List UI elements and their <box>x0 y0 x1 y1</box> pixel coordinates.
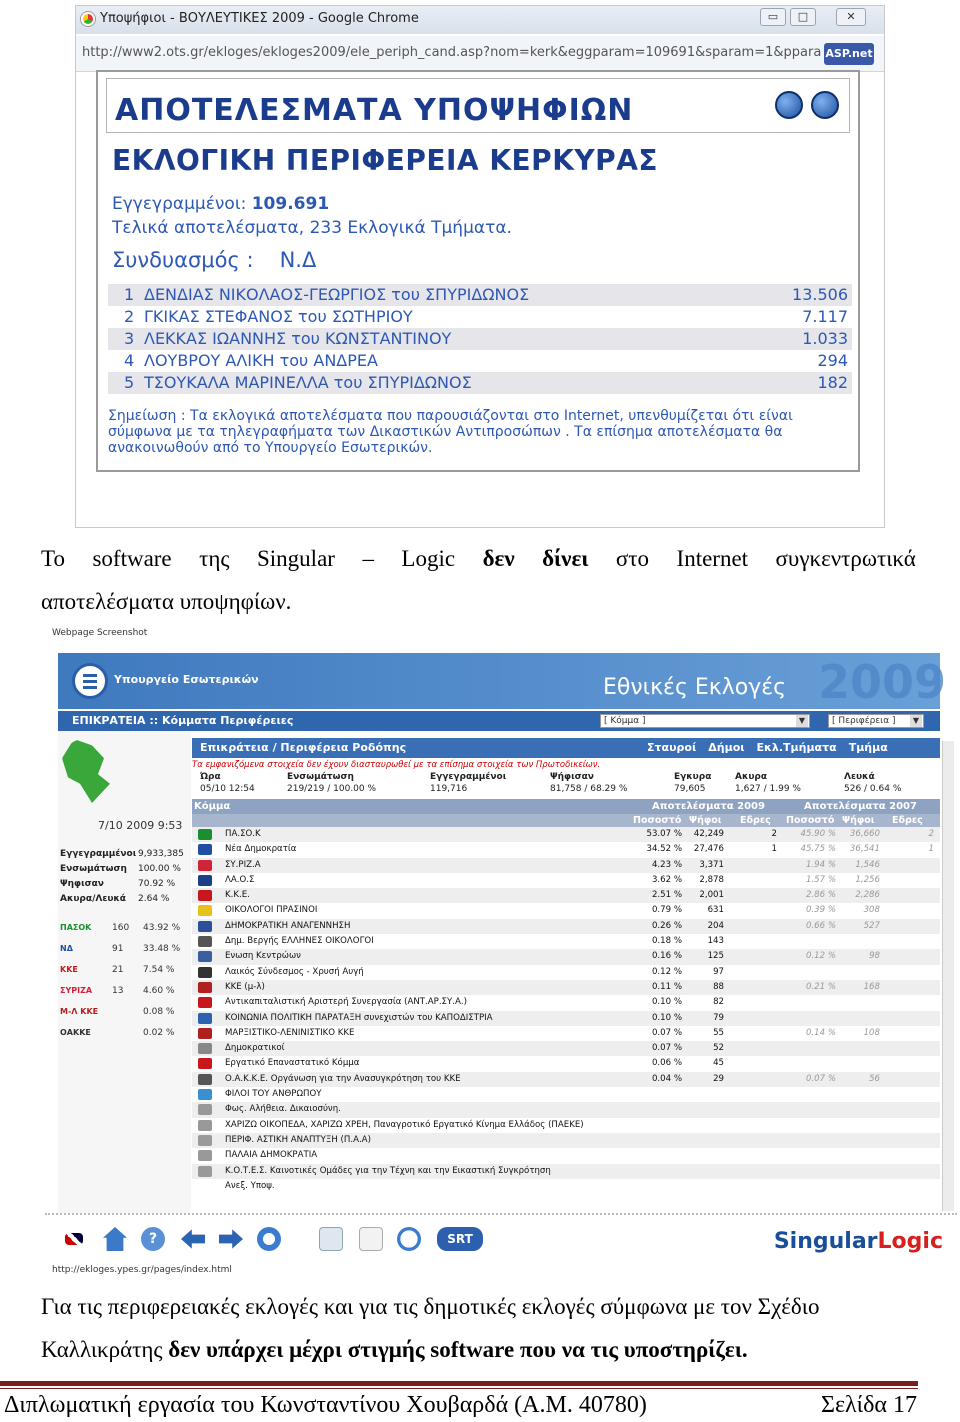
party-logo-icon <box>198 1058 212 1069</box>
nav-label[interactable]: ΕΠΙΚΡΑΤΕΙΑ :: Κόμματα Περιφέρειες <box>72 714 294 727</box>
home-icon[interactable] <box>103 1227 127 1251</box>
party-logo-icon <box>198 982 212 993</box>
brand-part-1: Singular <box>773 1229 878 1254</box>
party-p7: 0.07 % <box>805 1073 836 1084</box>
party-p7: 0.14 % <box>805 1027 836 1038</box>
party-row <box>192 949 940 964</box>
party-row <box>192 934 940 949</box>
party-v9: 82 <box>713 997 724 1008</box>
side-party-pct: 33.48 % <box>143 944 181 954</box>
ministry-logo-icon <box>72 663 108 699</box>
party-row <box>192 1133 940 1148</box>
party-v9: 3,371 <box>699 859 724 870</box>
party-row <box>192 1087 940 1102</box>
party-name[interactable]: Κ.Κ.Ε. <box>225 890 250 901</box>
main-header <box>192 738 940 758</box>
paragraph-2-line-2 <box>41 1328 748 1372</box>
side-party-logo[interactable]: ΚΚΕ <box>60 965 78 974</box>
page-title: ΑΠΟΤΕΛΕΣΜΑΤΑ ΥΠΟΨΗΦΙΩΝ <box>115 93 634 128</box>
party-p7: 1.57 % <box>805 874 836 885</box>
party-p7: 45.90 % <box>800 829 836 839</box>
results-header <box>106 78 850 133</box>
minimize-icon[interactable]: ▭ <box>760 8 786 26</box>
party-p7: 0.39 % <box>805 905 836 916</box>
side-party-pct: 7.54 % <box>143 965 175 975</box>
party-name[interactable]: Φως. Αλήθεια. Δικαιοσύνη. <box>225 1104 341 1115</box>
info-header: Ψήφισαν <box>550 772 594 782</box>
paragraph-word: software <box>92 546 172 571</box>
candidate-row <box>108 284 852 306</box>
disclaimer-note: Τα εμφανιζόμενα στοιχεία δεν έχουν διασταυρωθεί με τα επίσημα στοιχεία των Πρωτοδικείων. <box>192 760 601 770</box>
party-p7: 0.21 % <box>805 981 836 992</box>
party-v7: 1,256 <box>855 874 880 885</box>
party-logo-icon <box>198 1104 212 1115</box>
candidate-name[interactable]: ΛΕΚΚΑΣ ΙΩΑΝΝΗΣ του ΚΩΝΣΤΑΝΤΙΝΟΥ <box>144 329 452 348</box>
top-nav[interactable] <box>58 711 940 731</box>
party-p9: 34.52 % <box>646 844 682 855</box>
side-party-seats: 21 <box>112 965 124 975</box>
party-row <box>192 1026 940 1041</box>
window-icon[interactable] <box>319 1227 343 1251</box>
side-stat-value: 100.00 % <box>138 864 181 874</box>
party-name[interactable]: ΣΥ.ΡΙΖ.Α <box>225 859 261 870</box>
asp-badge: ASP.net <box>824 43 874 65</box>
final-results-line: Τελικά αποτελέσματα, 233 Εκλογικά Τμήματα. <box>112 218 512 238</box>
side-stat-label: Ψηφισαν <box>60 879 104 889</box>
elections-year: 2009 <box>818 655 947 709</box>
party-name[interactable]: Νέα Δημοκρατία <box>225 844 297 855</box>
print-icon[interactable] <box>775 91 803 119</box>
party-name[interactable]: ΦΙΛΟΙ ΤΟΥ ΑΝΘΡΩΠΟΥ <box>225 1089 322 1100</box>
paragraph-word: Logic <box>401 546 456 571</box>
paragraph-word: της <box>199 546 230 571</box>
party-v9: 631 <box>707 905 724 916</box>
party-v9: 55 <box>713 1027 724 1038</box>
party-v9: 45 <box>713 1058 724 1069</box>
party-name[interactable]: Δημοκρατικοί <box>225 1043 285 1054</box>
candidate-name[interactable]: ΔΕΝΔΙΑΣ ΝΙΚΟΛΑΟΣ-ΓΕΩΡΓΙΟΣ του ΣΠΥΡΙΔΩΝΟΣ <box>144 285 530 304</box>
party-name[interactable]: Εργατικό Επαναστατικό Κόμμα <box>225 1058 360 1069</box>
brand-part-2: Logic <box>877 1229 943 1254</box>
paragraph-2-line-1: Για τις περιφερειακές εκλογές και για τις δημοτικές εκλογές σύμφωνα με τον Σχέδιο <box>41 1294 820 1319</box>
party-p7: 0.66 % <box>805 920 836 931</box>
paragraph-word: στο <box>615 546 650 571</box>
party-v9: 2,878 <box>699 874 724 885</box>
party-logo-icon <box>198 829 212 840</box>
info-value: 1,627 / 1.99 % <box>735 784 801 794</box>
main-link[interactable]: Εκλ.Τμήματα <box>756 741 837 754</box>
english-flag-icon[interactable] <box>65 1233 83 1245</box>
candidate-name[interactable]: ΤΣΟΥΚΑΛΑ ΜΑΡΙΝΕΛΛΑ του ΣΠΥΡΙΔΩΝΟΣ <box>144 373 472 392</box>
region-select[interactable]: [ Περιφέρεια ] ▼ <box>828 714 924 728</box>
party-v9: 143 <box>707 936 724 947</box>
party-table <box>192 827 940 1194</box>
sub-header: Ποσοστό <box>786 815 835 826</box>
main-link[interactable]: Τμήμα <box>848 741 888 754</box>
maximize-icon[interactable]: □ <box>790 8 816 26</box>
srt-logo: SRT <box>437 1227 483 1251</box>
paragraph-word: Internet <box>676 546 749 571</box>
party-p9: 0.11 % <box>651 981 682 992</box>
side-party-seats: 13 <box>112 986 124 996</box>
party-name[interactable]: ΠΑ.ΣΟ.Κ <box>225 829 261 839</box>
clock-icon[interactable] <box>397 1227 421 1251</box>
results-2009-header: Αποτελέσματα 2009 <box>652 801 765 812</box>
footer-rule-thin <box>0 1388 918 1389</box>
party-logo-icon <box>198 921 212 932</box>
coalition-line <box>112 248 316 272</box>
party-v7: 108 <box>863 1027 880 1038</box>
candidate-name[interactable]: ΓΚΙΚΑΣ ΣΤΕΦΑΝΟΣ του ΣΩΤΗΡΙΟΥ <box>144 307 413 326</box>
party-row <box>192 903 940 918</box>
party-row <box>192 1056 940 1071</box>
party-row <box>192 1179 940 1194</box>
party-p7: 45.75 % <box>800 844 836 855</box>
party-v9: 27,476 <box>693 844 724 855</box>
table-sub-header <box>192 814 940 827</box>
party-logo-icon <box>198 875 212 886</box>
party-row <box>192 965 940 980</box>
chrome-icon <box>81 12 95 26</box>
party-name[interactable]: Κ.Ο.Τ.Ε.Σ. Καινοτικές Ομάδες για την Τέχνη και την Εικαστική Συγκρότηση <box>225 1165 551 1176</box>
refresh-icon[interactable] <box>257 1227 281 1251</box>
paragraph-word: Singular <box>257 546 335 571</box>
candidate-name[interactable]: ΛΟΥΒΡΟΥ ΑΛΙΚΗ του ΑΝΔΡΕΑ <box>144 351 378 370</box>
sub-header: Ποσοστό <box>633 815 682 826</box>
address-bar[interactable] <box>76 36 884 72</box>
party-v7: 308 <box>863 905 880 916</box>
candidate-number: 5 <box>124 373 135 392</box>
singular-logic-logo <box>774 1229 943 1254</box>
side-stat-label: Εγγεγραμμένοι <box>60 849 137 859</box>
elections-title: Εθνικές Εκλογές <box>603 675 787 700</box>
ministry-name: Υπουργείο Εσωτερικών <box>114 673 259 686</box>
info-value: 219/219 / 100.00 % <box>287 784 377 794</box>
side-party-pct: 43.92 % <box>143 923 181 933</box>
greece-map-icon[interactable] <box>62 739 122 803</box>
party-logo-icon <box>198 1043 212 1054</box>
candidate-list <box>108 284 852 394</box>
results-panel <box>96 70 860 472</box>
election-results-screenshot <box>75 5 885 528</box>
party-v7: 168 <box>863 981 880 992</box>
candidate-row <box>108 350 852 372</box>
info-value: 81,758 / 68.29 % <box>550 784 628 794</box>
sub-header: Ψήφοι <box>842 815 875 826</box>
party-col-header: Κόμμα <box>194 801 231 812</box>
party-v9: 97 <box>713 966 724 977</box>
registered-label: Εγγεγραμμένοι: <box>112 194 247 214</box>
party-p9: 0.79 % <box>651 905 682 916</box>
info-header: Ακυρα <box>735 772 768 782</box>
paragraph-1-line-2: αποτελέσματα υποψηφίων. <box>41 589 292 614</box>
paragraph-word: Το <box>41 546 65 571</box>
party-logo-icon <box>198 890 212 901</box>
party-p9: 0.10 % <box>651 1012 682 1023</box>
info-value: 119,716 <box>430 784 468 794</box>
party-name[interactable]: ΜΑΡΞΙΣΤΙΚΟ-ΛΕΝΙΝΙΣΤΙΚΟ ΚΚΕ <box>225 1027 355 1038</box>
candidate-number: 1 <box>124 285 135 304</box>
party-v7: 1,546 <box>855 859 880 870</box>
main-links[interactable] <box>647 738 900 758</box>
candidate-row <box>108 328 852 350</box>
close-icon[interactable]: ✕ <box>836 8 866 26</box>
info-header: Ώρα <box>200 772 221 782</box>
party-row <box>192 1148 940 1163</box>
paragraph-1-line-1 <box>41 537 916 581</box>
party-name[interactable]: ΟΙΚΟΛΟΓΟΙ ΠΡΑΣΙΝΟΙ <box>225 905 318 916</box>
side-party-pct: 0.08 % <box>143 1007 175 1017</box>
footer-rule <box>0 1381 918 1386</box>
registered-line <box>112 194 329 214</box>
candidate-number: 2 <box>124 307 135 326</box>
party-v7: 36,541 <box>849 844 880 855</box>
party-row <box>192 1164 940 1179</box>
results-note: Σημείωση : Τα εκλογικά αποτελέσματα που παρουσιάζονται στο Internet, υπενθυμίζεται ότι είναι σύμφωνα με τα τηλεγραφήματα των Δικαστικών Αντιπροσώπων . Τα επίσημα αποτελέσματα θα ανακοινωθούν από το Υπουργείο Εσωτερικών. <box>108 408 793 456</box>
party-name[interactable]: ΛΑ.Ο.Σ <box>225 874 255 885</box>
party-p7: 0.12 % <box>805 951 836 962</box>
party-row <box>192 919 940 934</box>
party-logo-icon <box>198 1150 212 1161</box>
side-party-logo[interactable]: ΣΥΡΙΖΑ <box>60 986 93 995</box>
candidate-row <box>108 372 852 394</box>
party-v9: 125 <box>707 951 724 962</box>
side-party-seats: 91 <box>112 944 124 954</box>
party-name[interactable]: Δημ. Βεργής ΕΛΛΗΝΕΣ ΟΙΚΟΛΟΓΟΙ <box>225 936 374 947</box>
party-p9: 2.51 % <box>651 890 682 901</box>
side-stat-value: 9,933,385 <box>138 849 184 859</box>
party-logo-icon <box>198 1074 212 1085</box>
candidate-votes: 182 <box>817 373 848 392</box>
paragraph-word: δίνει <box>542 546 589 571</box>
party-p9: 0.18 % <box>651 936 682 947</box>
candidate-votes: 7.117 <box>802 307 848 326</box>
browser-titlebar <box>76 6 884 34</box>
party-row <box>192 827 940 842</box>
party-name[interactable]: Ενωση Κεντρώων <box>225 951 301 962</box>
side-party-pct: 4.60 % <box>143 986 175 996</box>
party-p9: 0.06 % <box>651 1058 682 1069</box>
party-name[interactable]: ΚΟΙΝΩΝΙΑ ΠΟΛΙΤΙΚΗ ΠΑΡΑΤΑΞΗ συνεχιστών του ΚΑΠΟΔΙΣΤΡΙΑ <box>225 1012 493 1023</box>
table-group-header <box>192 799 940 814</box>
party-s9: 1 <box>771 844 777 855</box>
paragraph-2-bold: δεν υπάρχει μέχρι στιγμής software που να τις υποστηρίζει. <box>168 1337 748 1362</box>
window-title: Υποψήφιοι - ΒΟΥΛΕΥΤΙΚΕΣ 2009 - Google Chrome <box>100 11 419 26</box>
party-logo-icon <box>198 997 212 1008</box>
side-party-seats: 160 <box>112 923 130 933</box>
party-p9: 0.12 % <box>651 966 682 977</box>
party-row <box>192 980 940 995</box>
candidate-row <box>108 306 852 328</box>
party-logo-icon <box>198 936 212 947</box>
side-stat-label: Ακυρα/Λευκά <box>60 894 126 904</box>
paragraph-word: συγκεντρωτικά <box>775 546 916 571</box>
party-logo-icon <box>198 905 212 916</box>
region-title: ΕΚΛΟΓΙΚΗ ΠΕΡΙΦΕΡΕΙΑ ΚΕΡΚΥΡΑΣ <box>112 144 658 177</box>
party-name[interactable]: ΚΚΕ (μ-λ) <box>225 981 265 992</box>
sub-header: Εδρες <box>892 815 923 826</box>
party-row <box>192 1072 940 1087</box>
party-v9: 79 <box>713 1012 724 1023</box>
party-logo-icon <box>198 860 212 871</box>
paragraph-word: δεν <box>482 546 515 571</box>
party-name[interactable]: ΔΗΜΟΚΡΑΤΙΚΗ ΑΝΑΓΕΝΝΗΣΗ <box>225 920 351 931</box>
party-v9: 52 <box>713 1043 724 1054</box>
party-row <box>192 995 940 1010</box>
party-p9: 0.26 % <box>651 920 682 931</box>
info-value: 79,605 <box>674 784 706 794</box>
registered-value: 109.691 <box>251 194 330 214</box>
party-p9: 3.62 % <box>651 874 682 885</box>
party-logo-icon <box>198 1120 212 1131</box>
bottom-toolbar <box>45 1213 957 1260</box>
party-logo-icon <box>198 844 212 855</box>
party-row <box>192 1102 940 1117</box>
main-link[interactable]: Δήμοι <box>708 741 745 754</box>
side-stat-value: 70.92 % <box>138 879 176 889</box>
national-elections-screenshot <box>45 645 957 1260</box>
sub-header: Εδρες <box>740 815 771 826</box>
update-timestamp: 7/10 2009 9:53 <box>98 819 183 832</box>
party-p9: 0.04 % <box>651 1073 682 1084</box>
party-s9: 2 <box>771 829 777 839</box>
party-row <box>192 1011 940 1026</box>
party-v7: 527 <box>863 920 880 931</box>
side-stat-label: Ενσωμάτωση <box>60 864 127 874</box>
chart-icon[interactable] <box>359 1227 383 1251</box>
party-row <box>192 842 940 857</box>
party-logo-icon <box>198 951 212 962</box>
party-logo-icon <box>198 1166 212 1177</box>
side-party-logo[interactable]: ΝΔ <box>60 944 73 953</box>
help-icon[interactable]: ? <box>141 1227 165 1251</box>
candidate-votes: 13.506 <box>792 285 848 304</box>
party-logo-icon <box>198 1013 212 1024</box>
party-v9: 42,249 <box>693 829 724 839</box>
page-number: Σελίδα 17 <box>820 1392 917 1418</box>
party-p9: 0.07 % <box>651 1043 682 1054</box>
party-p7: 2.86 % <box>805 890 836 901</box>
party-logo-icon <box>198 1181 212 1192</box>
party-v9: 204 <box>707 920 724 931</box>
party-s7: 2 <box>928 829 934 839</box>
screenshot-url: http://ekloges.ypes.gr/pages/index.html <box>52 1265 232 1275</box>
party-name[interactable]: Ο.Α.Κ.Κ.Ε. Οργάνωση για την Ανασυγκρότηση του ΚΚΕ <box>225 1073 461 1084</box>
party-logo-icon <box>198 967 212 978</box>
back-arrow-icon[interactable] <box>181 1227 205 1251</box>
party-name[interactable]: ΧΑΡΙΖΩ ΟΙΚΟΠΕΔΑ, ΧΑΡΙΖΩ ΧΡΕΗ, Παναγροτικό Εργατικό Κίνημα Ελλάδος (ΠΑΕΚΕ) <box>225 1119 584 1130</box>
info-header: Ενσωμάτωση <box>287 772 354 782</box>
party-row <box>192 1118 940 1133</box>
party-name[interactable]: ΠΑΛΑΙΑ ΔΗΜΟΚΡΑΤΙΑ <box>225 1150 318 1161</box>
paragraph-word: – <box>362 546 374 571</box>
refresh-icon[interactable] <box>811 91 839 119</box>
party-v7: 98 <box>869 951 880 962</box>
party-logo-icon <box>198 1089 212 1100</box>
party-s7: 1 <box>928 844 934 855</box>
address-url[interactable]: http://www2.ots.gr/ekloges/ekloges2009/ele_periph_cand.asp?nom=kerk&eggparam=109691&sparam=1&ppara <box>82 45 822 60</box>
party-p7: 1.94 % <box>805 859 836 870</box>
sub-header: Ψήφοι <box>689 815 722 826</box>
side-stat-value: 2.64 % <box>138 894 170 904</box>
sidebar <box>58 731 191 1241</box>
coalition-value: Ν.Δ <box>279 248 317 272</box>
info-header: Εγγεγραμμένοι <box>430 772 507 782</box>
info-value: 526 / 0.64 % <box>844 784 902 794</box>
party-row <box>192 1041 940 1056</box>
party-row <box>192 873 940 888</box>
footer-title: Διπλωματική εργασία του Κωνσταντίνου Χουβαρδά (Α.Μ. 40780) <box>4 1392 647 1418</box>
party-select[interactable]: [ Κόμμα ] ▼ <box>600 714 810 728</box>
side-party-logo[interactable]: ΠΑΣΟΚ <box>60 923 92 932</box>
party-logo-icon <box>198 1135 212 1146</box>
candidate-number: 4 <box>124 351 135 370</box>
main-link[interactable]: Σταυροί <box>647 741 697 754</box>
ministry-banner <box>58 653 947 709</box>
party-p9: 0.10 % <box>651 997 682 1008</box>
party-p9: 53.07 % <box>646 829 682 839</box>
candidate-number: 3 <box>124 329 135 348</box>
party-p9: 0.07 % <box>651 1027 682 1038</box>
party-name[interactable]: Αντικαπιταλιστική Αριστερή Συνεργασία (ΑΝΤ.ΑΡ.ΣΥ.Α.) <box>225 997 467 1008</box>
party-row <box>192 888 940 903</box>
party-row <box>192 858 940 873</box>
party-p9: 4.23 % <box>651 859 682 870</box>
party-v7: 2,286 <box>855 890 880 901</box>
forward-arrow-icon[interactable] <box>219 1227 243 1251</box>
party-v9: 2,001 <box>699 890 724 901</box>
party-v7: 36,660 <box>849 829 880 839</box>
scrollbar[interactable] <box>942 741 954 1211</box>
party-name[interactable]: ΠΕΡΙΦ. ΑΣΤΙΚΗ ΑΝΑΠΤΥΞΗ (Π.Α.Α) <box>225 1134 371 1145</box>
results-main <box>192 738 940 1241</box>
party-name[interactable]: Λαικός Σύνδεσμος - Χρυσή Αυγή <box>225 966 364 977</box>
coalition-label: Συνδυασμός : <box>112 248 254 272</box>
candidate-votes: 294 <box>817 351 848 370</box>
side-party-pct: 0.02 % <box>143 1028 175 1038</box>
page-footer <box>4 1392 917 1419</box>
paragraph-2-plain: Καλλικράτης <box>41 1337 163 1362</box>
results-2007-header: Αποτελέσματα 2007 <box>804 801 917 812</box>
party-v9: 29 <box>713 1073 724 1084</box>
side-party-logo[interactable]: Μ-Λ ΚΚΕ <box>60 1007 99 1016</box>
party-v7: 56 <box>869 1073 880 1084</box>
info-header: Λευκά <box>844 772 875 782</box>
info-header: Εγκυρα <box>674 772 712 782</box>
main-header-title: Επικράτεια / Περιφέρεια Ροδόπης <box>200 741 407 754</box>
side-party-logo[interactable]: ΟΑΚΚΕ <box>60 1028 91 1037</box>
info-value: 05/10 12:54 <box>200 784 255 794</box>
party-v9: 88 <box>713 981 724 992</box>
screenshot-caption: Webpage Screenshot <box>52 628 148 638</box>
party-logo-icon <box>198 1028 212 1039</box>
party-p9: 0.16 % <box>651 951 682 962</box>
candidate-votes: 1.033 <box>802 329 848 348</box>
party-name[interactable]: Ανεξ. Υποψ. <box>225 1180 275 1191</box>
